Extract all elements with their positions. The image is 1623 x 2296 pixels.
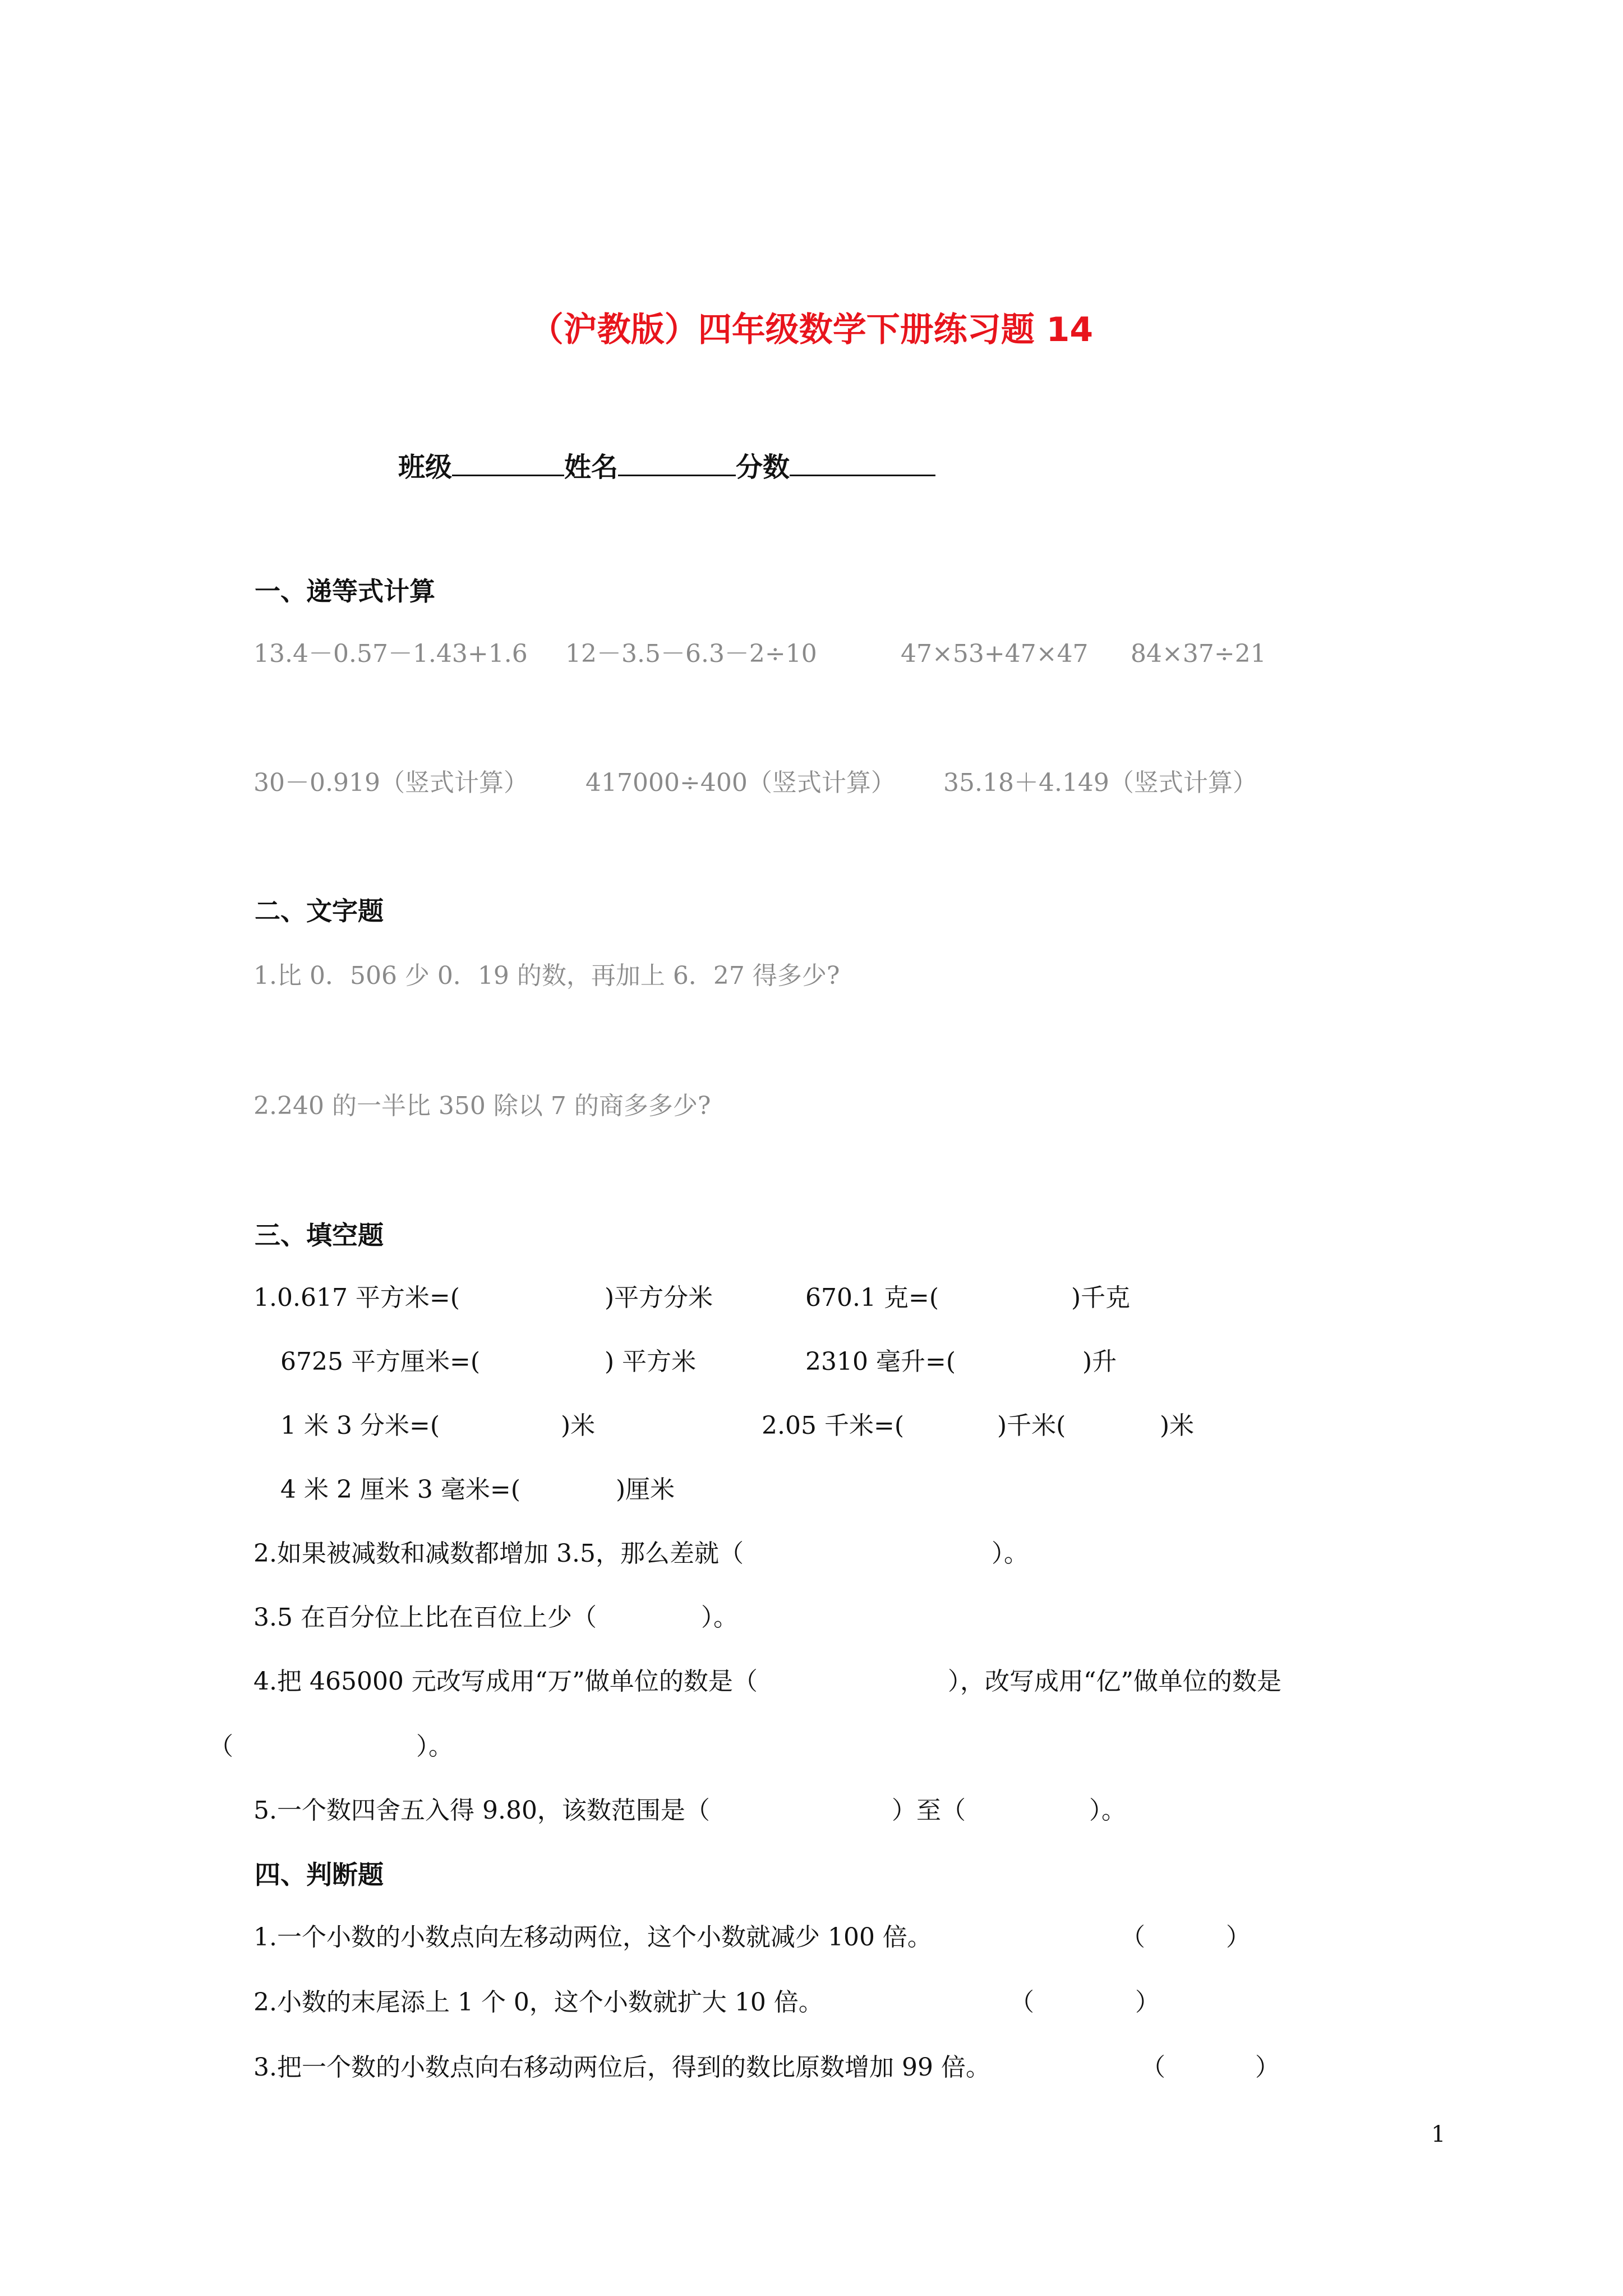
fill-text: )千克 [1071, 1283, 1131, 1312]
fill-text: 2.如果被减数和减数都增加 3.5，那么差就（ [253, 1539, 744, 1568]
fill-text: 1 米 3 分米=( [280, 1411, 440, 1440]
calc-item: 84×37÷21 [1131, 639, 1266, 668]
fill-text: 5.一个数四舍五入得 9.80，该数范围是（ [253, 1796, 710, 1825]
judgement-item: 3.把一个数的小数点向右移动两位后，得到的数比原数增加 99 倍。 [253, 2053, 990, 2082]
fill-text: 2310 毫升=( [805, 1347, 956, 1376]
answer-paren-close: ） [1255, 2053, 1280, 2082]
answer-paren-close: ） [1226, 1923, 1251, 1952]
fill-text: 4 米 2 厘米 3 毫米=( [280, 1475, 520, 1504]
calc-item: 417000÷400（竖式计算） [585, 769, 896, 797]
fill-text: )米 [1160, 1411, 1195, 1440]
calc-item: 35.18＋4.149（竖式计算） [943, 769, 1257, 797]
name-label: 姓名 [564, 452, 619, 483]
fill-text: )平方分米 [605, 1283, 713, 1312]
fill-text: )米 [561, 1411, 596, 1440]
score-blank [790, 449, 935, 476]
fill-text: ）至（ [892, 1796, 966, 1825]
section-3-heading: 三、填空题 [255, 1220, 384, 1250]
fill-text: 2.05 千米=( [762, 1411, 904, 1440]
fill-text: 3.5 在百分位上比在百位上少（ [253, 1603, 597, 1632]
fill-text: )千米( [997, 1411, 1066, 1440]
judgement-item: 2.小数的末尾添上 1 个 0，这个小数就扩大 10 倍。 [253, 1988, 823, 2017]
answer-paren-close: ） [1135, 1988, 1160, 2017]
section-1-heading: 一、递等式计算 [255, 576, 435, 606]
word-problem: 1.比 0．506 少 0．19 的数，再加上 6．27 得多少? [253, 961, 840, 990]
fill-text: （ [209, 1732, 233, 1761]
student-info-line [398, 449, 935, 485]
fill-text: ），改写成用“亿”做单位的数是 [948, 1667, 1281, 1696]
fill-text: )厘米 [616, 1475, 675, 1504]
section-4-heading: 四、判断题 [255, 1860, 384, 1890]
fill-text: 6725 平方厘米=( [280, 1347, 480, 1376]
word-problem: 2.240 的一半比 350 除以 7 的商多多少? [253, 1092, 711, 1120]
fill-text: 670.1 克=( [805, 1283, 939, 1312]
name-blank [618, 449, 736, 476]
class-blank [452, 449, 564, 476]
fill-text: ）。 [416, 1732, 453, 1761]
fill-text: ）。 [1089, 1796, 1126, 1825]
section-2-heading: 二、文字题 [255, 896, 384, 926]
page-title: （沪教版）四年级数学下册练习题 14 [529, 310, 1094, 349]
calc-item: 13.4－0.57－1.43+1.6 [253, 639, 528, 668]
score-label: 分数 [736, 452, 790, 483]
page-number: 1 [1431, 2122, 1446, 2147]
fill-text: 1.0.617 平方米=( [253, 1283, 460, 1312]
fill-text: ）。 [992, 1539, 1029, 1568]
fill-text: ) 平方米 [605, 1347, 697, 1376]
fill-text: )升 [1082, 1347, 1117, 1376]
answer-paren-open: （ [1141, 2053, 1165, 2082]
calc-item: 47×53+47×47 [901, 639, 1089, 668]
class-label: 班级 [398, 452, 453, 483]
fill-text: 4.把 465000 元改写成用“万”做单位的数是（ [253, 1667, 758, 1696]
fill-text: ）。 [701, 1603, 738, 1632]
answer-paren-open: （ [1009, 1988, 1034, 2017]
answer-paren-open: （ [1121, 1923, 1145, 1952]
calc-item: 30－0.919（竖式计算） [253, 769, 528, 797]
judgement-item: 1.一个小数的小数点向左移动两位，这个小数就减少 100 倍。 [253, 1923, 932, 1952]
calc-item: 12－3.5－6.3－2÷10 [565, 639, 817, 668]
